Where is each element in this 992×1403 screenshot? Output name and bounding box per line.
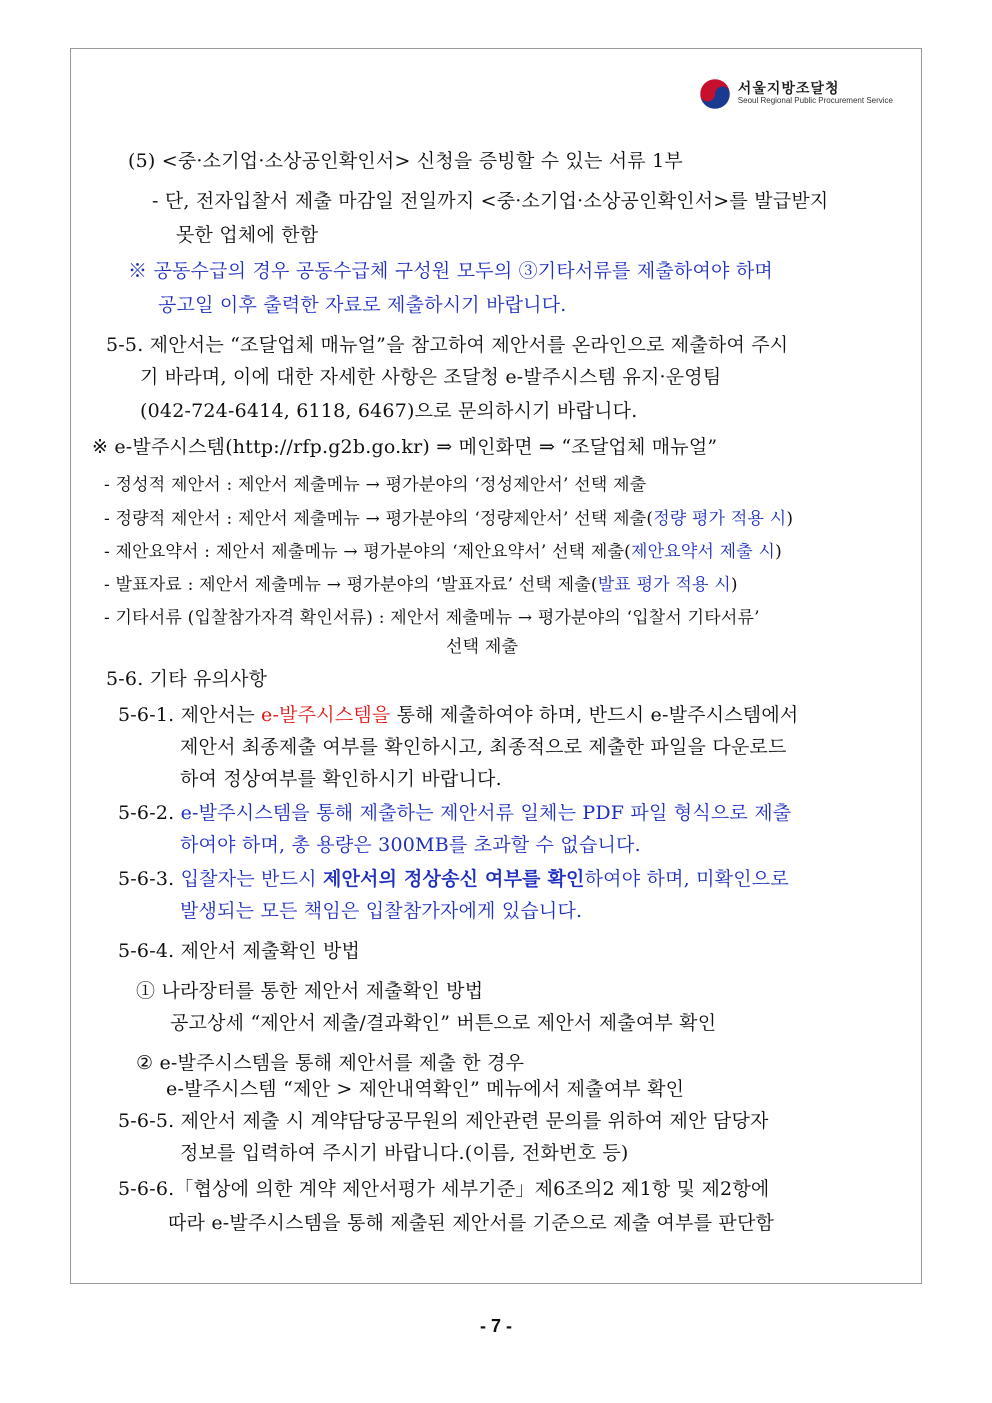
- confirm-method-2-title: ② e-발주시스템을 통해 제안서를 제출 한 경우: [136, 1052, 525, 1074]
- note-line-1: - 단, 전자입찰서 제출 마감일 전일까지 <중·소기업·소상공인확인서>를 발급받지: [152, 190, 829, 212]
- submit-presentation: - 발표자료 : 제안서 제출메뉴 → 평가분야의 ‘발표자료’ 선택 제출(발표 평가 적용 시): [104, 575, 738, 595]
- item-5-6-3-line-1: 5-6-3. 입찰자는 반드시 제안서의 정상송신 여부를 확인하여야 하며, 미확인으로: [118, 868, 789, 890]
- submit-qualitative: - 정성적 제안서 : 제안서 제출메뉴 → 평가분야의 ‘정성제안서’ 선택 제출: [104, 475, 647, 495]
- manual-path-line: ※ e-발주시스템(http://rfp.g2b.go.kr) ⇒ 메인화면 ⇒ “조달업체 매뉴얼”: [92, 436, 718, 458]
- item-5-6-1-line-3: 하여 정상여부를 확인하시기 바랍니다.: [180, 768, 502, 790]
- confirm-method-1-title: ① 나라장터를 통한 제안서 제출확인 방법: [136, 980, 484, 1002]
- section-5-5-line-3: (042-724-6414, 6118, 6467)으로 문의하시기 바랍니다.: [140, 400, 638, 422]
- section-5-5-line-2: 기 바라며, 이에 대한 자세한 사항은 조달청 e-발주시스템 유지·운영팀: [140, 366, 722, 388]
- note-line-2: 못한 업체에 한함: [176, 224, 319, 246]
- item-5-6-5-line-2: 정보를 입력하여 주시기 바랍니다.(이름, 전화번호 등): [180, 1142, 629, 1164]
- submit-other-docs-cont: 선택 제출: [446, 637, 519, 657]
- joint-notice-line-1: ※ 공동수급의 경우 공동수급체 구성원 모두의 ③기타서류를 제출하여야 하며: [128, 260, 773, 282]
- item-5-6-1-line-2: 제안서 최종제출 여부를 확인하시고, 최종적으로 제출한 파일을 다운로드: [180, 736, 787, 758]
- page-number: - 7 -: [479, 1316, 512, 1336]
- confirm-method-2-desc: e-발주시스템 “제안 > 제안내역확인” 메뉴에서 제출여부 확인: [166, 1078, 685, 1100]
- submit-other-docs: - 기타서류 (입찰참가자격 확인서류) : 제안서 제출메뉴 → 평가분야의 ‘입찰서 기타서류’: [104, 608, 760, 628]
- section-5-6-title: 5-6. 기타 유의사항: [106, 668, 268, 690]
- org-name-ko: 서울지방조달청: [737, 80, 840, 97]
- submit-summary: - 제안요약서 : 제안서 제출메뉴 → 평가분야의 ‘제안요약서’ 선택 제출(제안요약서 제출 시): [104, 542, 782, 562]
- item-5-6-2-line-1: 5-6-2. e-발주시스템을 통해 제출하는 제안서류 일체는 PDF 파일 형식으로 제출: [118, 802, 792, 824]
- confirm-method-1-desc: 공고상세 “제안서 제출/결과확인” 버튼으로 제안서 제출여부 확인: [170, 1012, 717, 1034]
- item-5-6-5-line-1: 5-6-5. 제안서 제출 시 계약담당공무원의 제안관련 문의를 위하여 제안 담당자: [118, 1110, 769, 1132]
- org-logo: [698, 77, 893, 111]
- item-5-6-4-title: 5-6-4. 제안서 제출확인 방법: [118, 940, 361, 962]
- item-5-6-6-line-1: 5-6-6.「협상에 의한 계약 제안서평가 세부기준」제6조의2 제1항 및 제2항에: [118, 1178, 770, 1200]
- section-5-5-line-1: 5-5. 제안서는 “조달업체 매뉴얼”을 참고하여 제안서를 온라인으로 제출하여 주시: [106, 334, 789, 356]
- org-name-en: Seoul Regional Public Procurement Service: [737, 96, 893, 106]
- taegeuk-logo-icon: [698, 77, 732, 111]
- item-5-6-6-line-2: 따라 e-발주시스템을 통해 제출된 제안서를 기준으로 제출 여부를 판단함: [168, 1212, 775, 1234]
- item-5-6-1-line-1: 5-6-1. 제안서는 e-발주시스템을 통해 제출하여야 하며, 반드시 e-발주시스템에서: [118, 704, 799, 726]
- submit-quantitative: - 정량적 제안서 : 제안서 제출메뉴 → 평가분야의 ‘정량제안서’ 선택 제출(정량 평가 적용 시): [104, 509, 794, 529]
- joint-notice-line-2: 공고일 이후 출력한 자료로 제출하시기 바랍니다.: [158, 294, 567, 316]
- item-5-6-3-line-2: 발생되는 모든 책임은 입찰참가자에게 있습니다.: [180, 900, 583, 922]
- item-5-6-2-line-2: 하여야 하며, 총 용량은 300MB를 초과할 수 없습니다.: [180, 834, 641, 856]
- item-5-line: (5) <중·소기업·소상공인확인서> 신청을 증빙할 수 있는 서류 1부: [128, 150, 683, 172]
